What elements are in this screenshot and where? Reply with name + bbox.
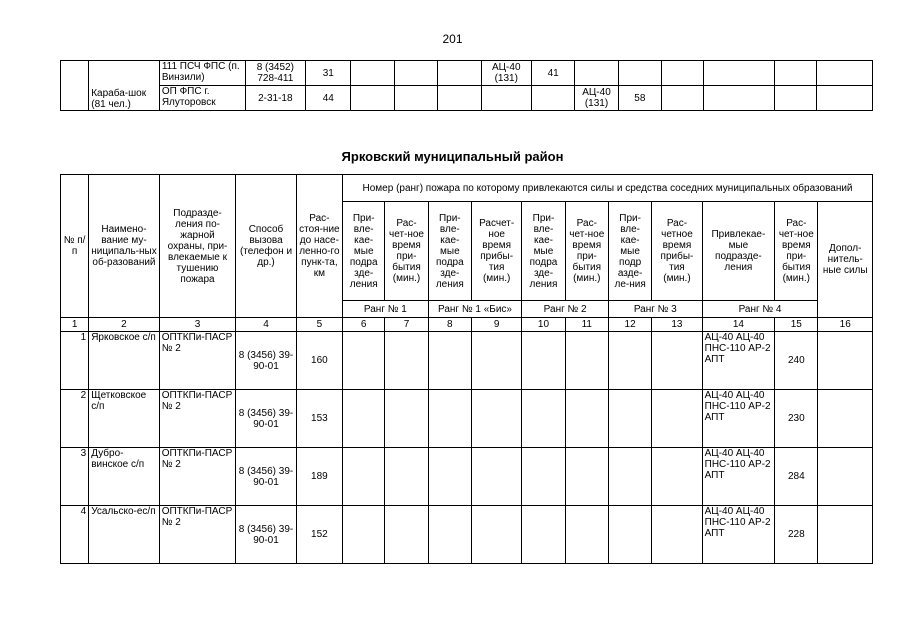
row-number: 4: [61, 506, 89, 564]
phone-cell: 8 (3456) 39-90-01: [236, 506, 296, 564]
header-r2-time: Рас-чет-ное время при-бытия (мин.): [565, 202, 608, 301]
rank1bis-unit-cell: [481, 86, 531, 111]
col-number: 3: [159, 318, 236, 332]
header-num: № п/п: [61, 175, 89, 318]
header-rank1: Ранг № 1: [343, 301, 429, 318]
header-r1b-time: Расчет-ное время прибы-тия (мин.): [471, 202, 521, 301]
header-extra: Допол-нитель-ные силы: [818, 202, 873, 318]
header-r2-unit: При-вле-кае-мые подра зде-ления: [522, 202, 565, 301]
col-number: 16: [818, 318, 873, 332]
row-number: 3: [61, 448, 89, 506]
header-rank3: Ранг № 3: [608, 301, 702, 318]
rank1bis-time-cell: 41: [531, 61, 574, 86]
table-row: [61, 332, 873, 390]
rank2-unit-cell: АЦ-40 (131): [575, 86, 618, 111]
rank4-unit-cell: АЦ-40 АЦ-40 ПНС-110 АР-2 АПТ: [702, 332, 775, 390]
column-number-row: [61, 318, 873, 332]
header-call: Способ вызова (телефон и др.): [236, 175, 296, 318]
main-table: [60, 174, 873, 564]
distance-cell: 31: [306, 61, 351, 86]
phone-cell: 8 (3452) 728-411: [245, 61, 306, 86]
unit-cell: 111 ПСЧ ФПС (п. Винзили): [159, 61, 245, 86]
table-row: [61, 448, 873, 506]
municipality-name: Усальско-ес/п: [89, 506, 160, 564]
header-r1-unit: При-вле-кае-мые подра зде-ления: [343, 202, 385, 301]
rank4-time-cell: 284: [775, 448, 818, 506]
header-distance: Рас-стоя-ние до насе-ленно-го пунк-та, км: [296, 175, 342, 318]
unit-cell: ОПТКПи-ПАСР № 2: [159, 332, 236, 390]
phone-cell: 8 (3456) 39-90-01: [236, 332, 296, 390]
rank1bis-unit-cell: АЦ-40 (131): [481, 61, 531, 86]
col-number: 14: [702, 318, 775, 332]
header-rank1bis: Ранг № 1 «Бис»: [428, 301, 522, 318]
distance-cell: 160: [296, 332, 342, 390]
rank2-time-cell: 58: [618, 86, 661, 111]
header-r3-time: Рас-четное время прибы-тия (мин.): [652, 202, 702, 301]
header-rank2: Ранг № 2: [522, 301, 609, 318]
distance-cell: 153: [296, 390, 342, 448]
col-number: 8: [428, 318, 471, 332]
municipality-name: Щетковское с/п: [89, 390, 160, 448]
header-row: [61, 175, 873, 202]
municipality-name: Караба-шок (81 чел.): [89, 61, 160, 111]
col-number: 4: [236, 318, 296, 332]
distance-cell: 44: [306, 86, 351, 111]
rank4-unit-cell: АЦ-40 АЦ-40 ПНС-110 АР-2 АПТ: [702, 390, 775, 448]
col-number: 1: [61, 318, 89, 332]
municipality-name: Дубро-винское с/п: [89, 448, 160, 506]
table-row: [61, 86, 873, 111]
header-r1b-unit: При-вле-кае-мые подра зде-ления: [428, 202, 471, 301]
rank2-unit-cell: [575, 61, 618, 86]
header-rank4: Ранг № 4: [702, 301, 818, 318]
col-number: 11: [565, 318, 608, 332]
distance-cell: 189: [296, 448, 342, 506]
phone-cell: 8 (3456) 39-90-01: [236, 390, 296, 448]
col-number: 6: [343, 318, 385, 332]
unit-cell: ОПТКПи-ПАСР № 2: [159, 448, 236, 506]
distance-cell: 152: [296, 506, 342, 564]
phone-cell: 8 (3456) 39-90-01: [236, 448, 296, 506]
col-number: 9: [471, 318, 521, 332]
header-r4-time: Рас-чет-ное время при-бытия (мин.): [775, 202, 818, 301]
municipality-name: Ярковское с/п: [89, 332, 160, 390]
header-r3-unit: При-вле-кае-мые подр азде-ле-ния: [608, 202, 651, 301]
col-number: 10: [522, 318, 565, 332]
row-number: 1: [61, 332, 89, 390]
table-row: [61, 61, 873, 86]
rank4-unit-cell: АЦ-40 АЦ-40 ПНС-110 АР-2 АПТ: [702, 506, 775, 564]
rank2-time-cell: [618, 61, 661, 86]
unit-cell: ОП ФПС г. Ялуторовск: [159, 86, 245, 111]
unit-cell: ОПТКПи-ПАСР № 2: [159, 390, 236, 448]
col-number: 7: [385, 318, 428, 332]
page-number: 201: [442, 32, 463, 46]
rank4-time-cell: 230: [775, 390, 818, 448]
header-unit: Подразде-ления по-жарной охраны, при-влекаемые к тушению пожара: [159, 175, 236, 318]
rank4-unit-cell: АЦ-40 АЦ-40 ПНС-110 АР-2 АПТ: [702, 448, 775, 506]
continuation-table: [60, 60, 873, 111]
col-number: 2: [89, 318, 160, 332]
table-row: [61, 390, 873, 448]
rank1bis-time-cell: [531, 86, 574, 111]
col-number: 13: [652, 318, 702, 332]
header-name: Наимено-вание му-ниципаль-ных об-разований: [89, 175, 160, 318]
row-number: 2: [61, 390, 89, 448]
col-number: 15: [775, 318, 818, 332]
unit-cell: ОПТКПи-ПАСР № 2: [159, 506, 236, 564]
section-title: Ярковский муниципальный район: [341, 149, 564, 164]
col-number: 12: [608, 318, 651, 332]
col-number: 5: [296, 318, 342, 332]
header-r1-time: Рас-чет-ное время при-бытия (мин.): [385, 202, 428, 301]
rank4-time-cell: 228: [775, 506, 818, 564]
header-r4-unit: Привлекае-мые подразде-ления: [702, 202, 775, 301]
phone-cell: 2-31-18: [245, 86, 306, 111]
rank4-time-cell: 240: [775, 332, 818, 390]
header-group: Номер (ранг) пожара по которому привлекаются силы и средства соседних муниципальных образований: [343, 175, 873, 202]
table-row: [61, 506, 873, 564]
